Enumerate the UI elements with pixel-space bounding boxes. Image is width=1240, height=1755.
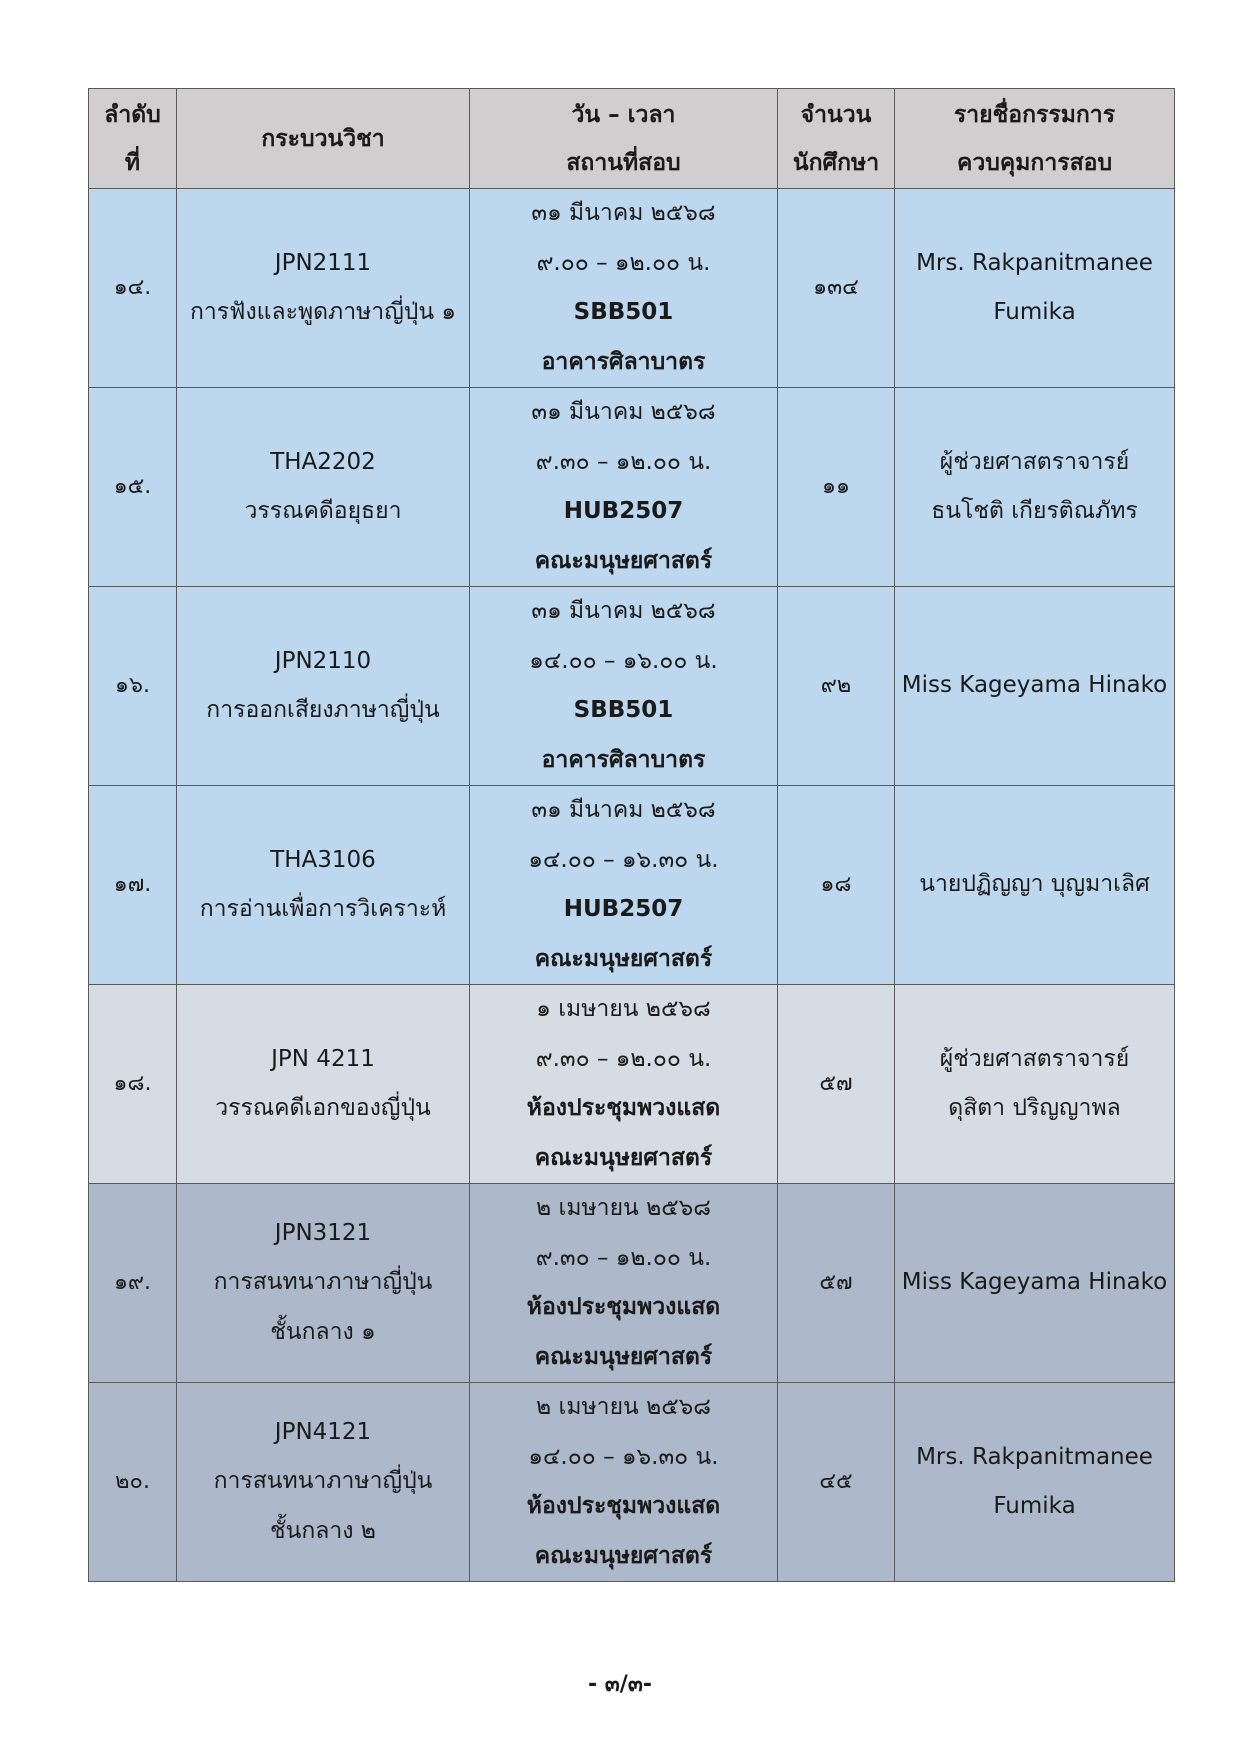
course-name-line2: ชั้นกลาง ๒ (270, 1517, 376, 1544)
exam-building: อาคารศิลาบาตร (541, 348, 706, 375)
course-name: การสนทนาภาษาญี่ปุ่น (213, 1269, 433, 1296)
row-proctor (895, 1383, 1175, 1582)
table-row (89, 587, 1175, 786)
exam-time: ๑๔.๐๐ – ๑๖.๐๐ น. (529, 647, 718, 674)
course-code: JPN 4211 (271, 1045, 375, 1072)
course-name: การสนทนาภาษาญี่ปุ่น (213, 1468, 433, 1495)
table-row (89, 1184, 1175, 1383)
row-order (89, 388, 177, 587)
course-name: วรรณคดีเอกของญี่ปุ่น (215, 1095, 431, 1121)
row-datetime (470, 985, 778, 1184)
exam-schedule-table (88, 88, 1175, 1582)
exam-date: ๑ เมษายน ๒๕๖๘ (536, 996, 711, 1022)
row-proctor (895, 1184, 1175, 1383)
row-course (177, 1184, 470, 1383)
row-students (778, 1184, 895, 1383)
exam-building: คณะมนุษยศาสตร์ (534, 1144, 713, 1171)
exam-room: SBB501 (573, 697, 674, 723)
header-course-label: กระบวนวิชา (261, 125, 385, 152)
course-name: การออกเสียงภาษาญี่ปุ่น (206, 697, 440, 723)
course-name: การอ่านเพื่อการวิเคราะห์ (199, 896, 447, 922)
header-proctor (895, 89, 1175, 189)
row-order-text: ๑๖. (115, 673, 150, 699)
exam-date: ๓๑ มีนาคม ๒๕๖๘ (531, 797, 716, 823)
row-students (778, 985, 895, 1184)
row-proctor (895, 189, 1175, 388)
table-row (89, 985, 1175, 1184)
row-students (778, 1383, 895, 1582)
row-datetime (470, 1184, 778, 1383)
student-count: ๑๑ (822, 474, 850, 500)
row-course (177, 587, 470, 786)
header-students-line1: จำนวน (800, 101, 872, 128)
header-order (89, 89, 177, 189)
course-code: THA3106 (270, 846, 376, 873)
row-datetime (470, 1383, 778, 1582)
row-order-text: ๑๗. (113, 872, 152, 898)
table-row (89, 1383, 1175, 1582)
exam-time: ๑๔.๐๐ – ๑๖.๓๐ น. (528, 846, 719, 873)
course-code: JPN2110 (274, 647, 372, 674)
row-order-text: ๑๔. (113, 275, 152, 301)
row-order (89, 985, 177, 1184)
exam-building: อาคารศิลาบาตร (541, 746, 706, 773)
proctor-line1: ผู้ช่วยศาสตราจารย์ (939, 448, 1130, 475)
exam-room: HUB2507 (563, 498, 684, 524)
row-order-text: ๑๘. (113, 1071, 152, 1097)
exam-time: ๙.๓๐ – ๑๒.๐๐ น. (535, 448, 712, 475)
student-count: ๑๓๔ (813, 275, 859, 301)
header-students (778, 89, 895, 189)
exam-date: ๓๑ มีนาคม ๒๕๖๘ (531, 598, 716, 624)
course-name: วรรณคดีอยุธยา (244, 498, 402, 524)
row-proctor (895, 388, 1175, 587)
row-order (89, 587, 177, 786)
row-course (177, 985, 470, 1184)
row-order-text: ๑๙. (113, 1270, 152, 1296)
table-row (89, 786, 1175, 985)
row-datetime (470, 388, 778, 587)
row-proctor (895, 786, 1175, 985)
header-order-line1: ลำดับ (104, 101, 161, 128)
exam-building: คณะมนุษยศาสตร์ (534, 945, 713, 972)
exam-time: ๙.๐๐ – ๑๒.๐๐ น. (536, 249, 711, 276)
exam-date: ๒ เมษายน ๒๕๖๘ (536, 1394, 711, 1420)
exam-date: ๓๑ มีนาคม ๒๕๖๘ (531, 399, 716, 425)
exam-room: ห้องประชุมพวงแสด (526, 1294, 721, 1320)
row-order (89, 1383, 177, 1582)
table-row (89, 388, 1175, 587)
exam-room: HUB2507 (563, 896, 684, 922)
header-datetime-line2: สถานที่สอบ (566, 149, 681, 176)
student-count: ๕๗ (819, 1071, 853, 1097)
student-count: ๕๗ (819, 1270, 853, 1296)
header-proctor-line1: รายชื่อกรรมการ (953, 101, 1116, 128)
exam-schedule-sheet (88, 88, 1174, 1582)
course-name-line2: ชั้นกลาง ๑ (270, 1318, 376, 1345)
exam-room: SBB501 (573, 299, 674, 325)
exam-time: ๑๔.๐๐ – ๑๖.๓๐ น. (528, 1443, 719, 1470)
exam-building: คณะมนุษยศาสตร์ (534, 1343, 713, 1370)
row-order (89, 189, 177, 388)
course-code: THA2202 (270, 448, 376, 475)
student-count: ๙๒ (820, 673, 852, 699)
exam-date: ๓๑ มีนาคม ๒๕๖๘ (531, 200, 716, 226)
exam-time: ๙.๓๐ – ๑๒.๐๐ น. (535, 1244, 712, 1271)
student-count: ๑๘ (820, 872, 852, 898)
header-proctor-line2: ควบคุมการสอบ (956, 149, 1113, 176)
proctor-line1: Mrs. Rakpanitmanee (916, 1443, 1153, 1470)
row-datetime (470, 189, 778, 388)
course-code: JPN3121 (274, 1219, 372, 1246)
exam-building: คณะมนุษยศาสตร์ (534, 547, 713, 574)
exam-room: ห้องประชุมพวงแสด (526, 1493, 721, 1519)
exam-room: ห้องประชุมพวงแสด (526, 1095, 721, 1121)
header-row (89, 89, 1175, 189)
row-students (778, 786, 895, 985)
row-students (778, 189, 895, 388)
exam-date: ๒ เมษายน ๒๕๖๘ (536, 1195, 711, 1221)
row-course (177, 189, 470, 388)
row-datetime (470, 587, 778, 786)
proctor-line1: Miss Kageyama Hinako (901, 672, 1168, 699)
row-order-text: ๒๐. (115, 1469, 150, 1495)
row-students (778, 388, 895, 587)
row-order (89, 786, 177, 985)
proctor-line1: Miss Kageyama Hinako (901, 1269, 1168, 1296)
row-order-text: ๑๕. (113, 474, 152, 500)
row-proctor (895, 587, 1175, 786)
header-order-line2: ที่ (124, 149, 141, 176)
header-datetime (470, 89, 778, 189)
proctor-line2: ธนโชติ เกียรติณภัทร (931, 498, 1138, 524)
exam-building: คณะมนุษยศาสตร์ (534, 1542, 713, 1569)
exam-time: ๙.๓๐ – ๑๒.๐๐ น. (535, 1045, 712, 1072)
proctor-line1: Mrs. Rakpanitmanee (916, 249, 1153, 276)
page-number: - ๓/๓- (587, 1672, 653, 1697)
course-code: JPN4121 (274, 1418, 372, 1445)
course-code: JPN2111 (274, 249, 372, 276)
row-course (177, 1383, 470, 1582)
proctor-line2: Fumika (993, 1493, 1076, 1519)
proctor-line2: ดุสิตา ปริญญาพล (948, 1095, 1121, 1121)
row-course (177, 388, 470, 587)
proctor-line1: ผู้ช่วยศาสตราจารย์ (939, 1045, 1130, 1072)
header-course (177, 89, 470, 189)
row-proctor (895, 985, 1175, 1184)
row-order (89, 1184, 177, 1383)
table-row (89, 189, 1175, 388)
course-name: การฟังและพูดภาษาญี่ปุ่น ๑ (189, 299, 457, 325)
proctor-line1: นายปฏิญญา บุญมาเลิศ (919, 871, 1150, 898)
header-datetime-line1: วัน – เวลา (571, 101, 676, 128)
row-course (177, 786, 470, 985)
row-datetime (470, 786, 778, 985)
row-students (778, 587, 895, 786)
proctor-line2: Fumika (993, 299, 1076, 325)
student-count: ๔๕ (819, 1469, 853, 1495)
header-students-line2: นักศึกษา (792, 149, 880, 176)
